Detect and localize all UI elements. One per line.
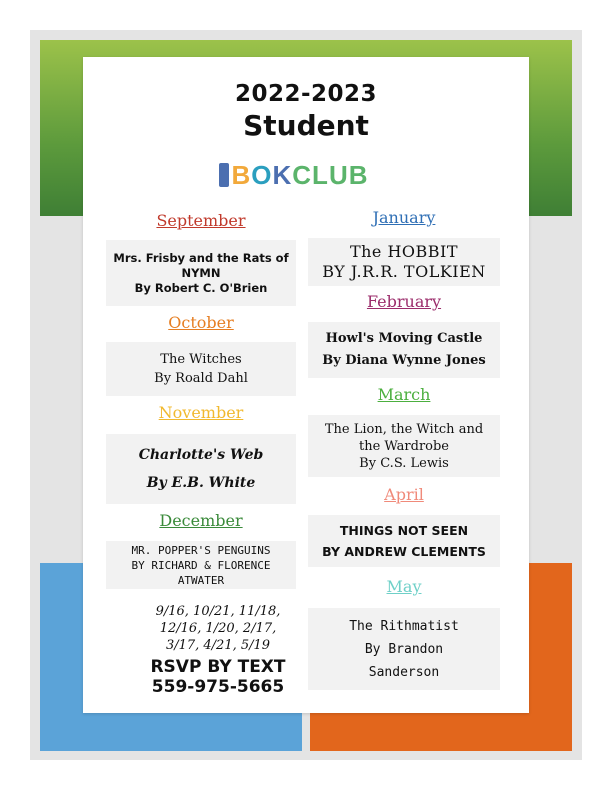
book-box-september: Mrs. Frisby and the Rats of NYMN By Robert C. O'Brien — [106, 240, 296, 306]
book-club-logo — [208, 159, 380, 191]
student-title: Student — [243, 109, 369, 142]
book-box-december: MR. POPPER'S PENGUINS BY RICHARD & FLORENCE ATWATER — [106, 541, 296, 589]
poster — [83, 57, 529, 713]
book-box-february: Howl's Moving Castle By Diana Wynne Jones — [308, 322, 500, 378]
month-november: November — [158, 403, 244, 422]
meeting-dates: 9/16, 10/21, 11/18, 12/16, 1/20, 2/17, 3/17, 4/21, 5/19 — [155, 604, 281, 653]
book-box-may: The Rithmatist By Brandon Sanderson — [308, 608, 500, 690]
month-march: March — [377, 385, 431, 404]
book-box-april: THINGS NOT SEEN BY ANDREW CLEMENTS — [308, 515, 500, 567]
book-box-october: The Witches By Roald Dahl — [106, 342, 296, 396]
month-january: January — [372, 208, 436, 227]
book-icon — [219, 163, 229, 187]
month-february: February — [366, 292, 442, 311]
logo-text: BOKCLUB — [231, 159, 369, 190]
book-box-november: Charlotte's Web By E.B. White — [106, 434, 296, 504]
year-title: 2022-2023 — [234, 81, 378, 107]
month-may: May — [386, 577, 422, 596]
month-december: December — [159, 511, 243, 530]
month-october: October — [168, 313, 234, 332]
book-box-january: The HOBBIT BY J.R.R. TOLKIEN — [308, 238, 500, 286]
month-september: September — [156, 211, 246, 230]
month-april: April — [384, 485, 424, 504]
rsvp-text: RSVP BY TEXT 559-975-5665 — [150, 657, 286, 697]
book-box-march: The Lion, the Witch and the Wardrobe By C.S. Lewis — [308, 415, 500, 477]
